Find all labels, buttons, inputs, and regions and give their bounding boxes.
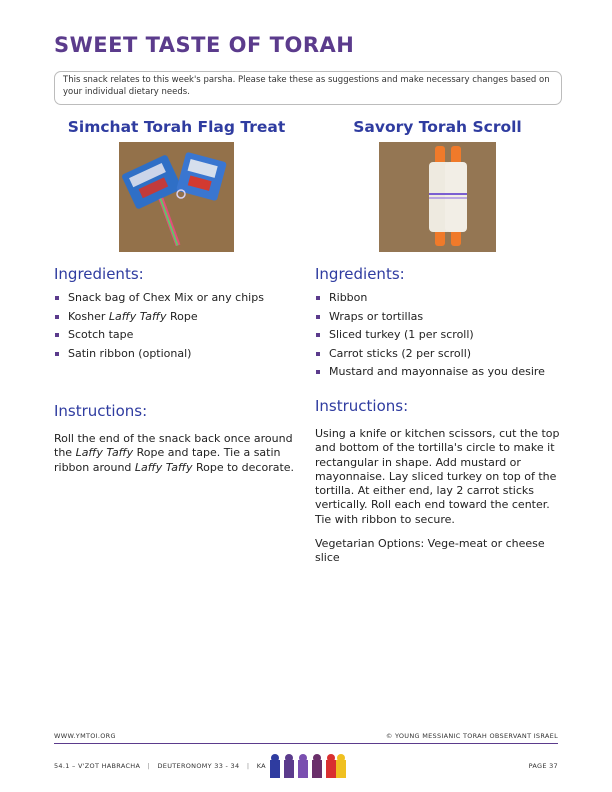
list-item: Kosher Laffy Taffy Rope (54, 308, 299, 327)
bullet-icon (316, 315, 320, 319)
scroll-ingredients-heading: Ingredients: (315, 265, 405, 283)
page-title: SWEET TASTE OF TORAH (54, 33, 355, 57)
flag-ingredients-list (54, 289, 299, 363)
flag-treat-ingredients (54, 265, 299, 363)
torah-scroll-title: Savory Torah Scroll (353, 118, 522, 136)
flag-treat-title: Simchat Torah Flag Treat (67, 118, 286, 136)
scroll-instructions-text: Using a knife or kitchen scissors, cut the top and bottom of the tortilla's circle to make it rectangular in shape. Add mustard or mayonnaise. Lay sliced turkey on top of the tortilla. At either end, lay 2 carrot sticks vertically. Roll each end toward the center. Tie with ribbon to secure. (315, 427, 560, 526)
kids-logo-icon (268, 752, 348, 780)
bullet-icon (55, 352, 59, 356)
bullet-icon (55, 333, 59, 337)
intro-note: This snack relates to this week's parsha. Please take these as suggestions and make necessary changes based on your individual dietary needs. (54, 71, 562, 105)
bullet-icon (55, 296, 59, 300)
flag-treat-column (54, 116, 299, 252)
footer-divider (54, 743, 558, 744)
list-item: Mustard and mayonnaise as you desire (315, 363, 560, 382)
list-item: Wraps or tortillas (315, 308, 560, 327)
list-item: Sliced turkey (1 per scroll) (315, 326, 560, 345)
scroll-instructions-heading: Instructions: (315, 397, 409, 415)
bullet-icon (55, 315, 59, 319)
flag-treat-instructions (54, 402, 299, 475)
scroll-ingredients-list (315, 289, 560, 382)
bullet-icon (316, 333, 320, 337)
flag-ingredients-heading: Ingredients: (54, 265, 144, 283)
footer-parsha: 54.1 – V'ZOT HABRACHA | DEUTERONOMY 33 - 34 | KA (54, 762, 266, 770)
list-item: Satin ribbon (optional) (54, 345, 299, 364)
bullet-icon (316, 352, 320, 356)
flag-instructions-heading: Instructions: (54, 402, 148, 420)
bullet-icon (316, 296, 320, 300)
torah-scroll-instructions (315, 397, 560, 566)
flag-treat-photo (119, 142, 234, 252)
list-item: Ribbon (315, 289, 560, 308)
footer-website[interactable]: WWW.YMTOI.ORG (54, 732, 116, 740)
list-item: Carrot sticks (2 per scroll) (315, 345, 560, 364)
list-item: Scotch tape (54, 326, 299, 345)
bullet-icon (316, 370, 320, 374)
torah-scroll-photo (379, 142, 496, 252)
footer-copyright: © YOUNG MESSIANIC TORAH OBSERVANT ISRAEL (385, 732, 558, 740)
torah-scroll-column (315, 116, 560, 252)
list-item: Snack bag of Chex Mix or any chips (54, 289, 299, 308)
page-number: PAGE 37 (528, 762, 558, 770)
vegetarian-options: Vegetarian Options: Vege-meat or cheese slice (315, 537, 545, 565)
flag-instructions-text: Roll the end of the snack back once around the Laffy Taffy Rope and tape. Tie a satin ribbon around Laffy Taffy Rope to decorate. (54, 432, 295, 474)
torah-scroll-ingredients (315, 265, 560, 382)
